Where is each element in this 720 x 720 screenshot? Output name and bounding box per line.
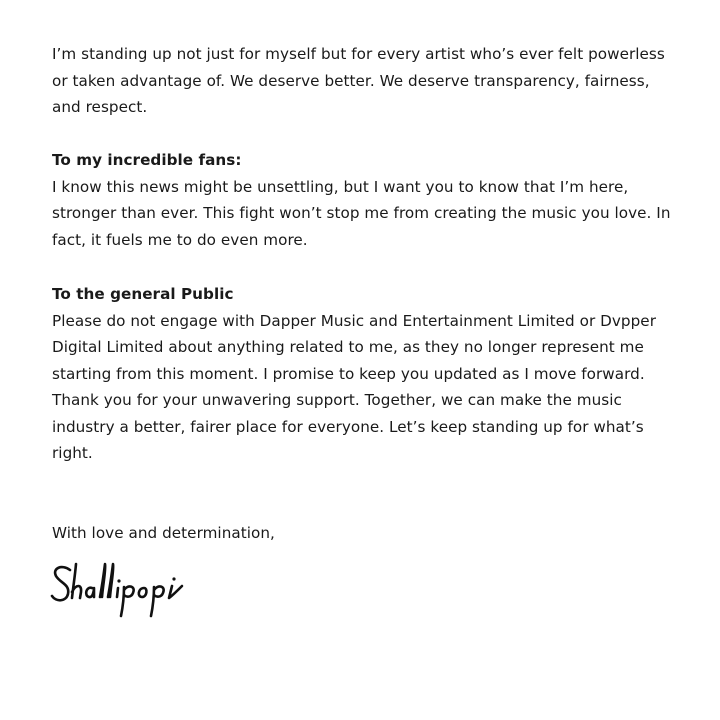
fans-line: I know this news might be unsettling, but I want you to know that I’m here,: [52, 177, 629, 196]
fans-heading: To my incredible fans:: [52, 151, 242, 169]
signature-stroke: [169, 586, 182, 598]
signature-image: [48, 556, 208, 620]
signature-stroke: [72, 564, 81, 598]
closing-line: [52, 520, 692, 547]
signature-stroke: [108, 564, 113, 597]
fans-section: [52, 147, 692, 253]
closing-text: With love and determination,: [52, 524, 275, 542]
signature-stroke: [52, 567, 70, 600]
public-section: [52, 281, 692, 467]
signature-stroke: [139, 588, 147, 597]
fans-line: stronger than ever. This fight won’t stop me from creating the music you love. In: [52, 204, 671, 222]
public-line: Please do not engage with Dapper Music and Entertainment Limited or Dvpper: [52, 311, 656, 330]
intro-line: and respect.: [52, 98, 148, 116]
signature-stroke: [121, 586, 134, 616]
signature-stroke: [86, 588, 94, 597]
signature-dot: [172, 577, 175, 580]
public-line: industry a better, fairer place for everyone. Let’s keep standing up for what’s: [52, 417, 644, 436]
public-line: starting from this moment. I promise to keep you updated as I move forward.: [52, 364, 645, 383]
intro-line: or taken advantage of. We deserve better. We deserve transparency, fairness,: [52, 71, 650, 90]
fans-line: fact, it fuels me to do even more.: [52, 230, 308, 249]
intro-paragraph: [52, 41, 692, 121]
signature-stroke: [100, 564, 105, 597]
public-line: Thank you for your unwavering support. Together, we can make the music: [52, 391, 622, 409]
public-line: Digital Limited about anything related to me, as they no longer represent me: [52, 338, 644, 356]
signature-stroke: [117, 588, 118, 597]
signature-dot: [117, 579, 120, 582]
public-line: right.: [52, 444, 93, 462]
signature-stroke: [151, 586, 164, 616]
public-heading: To the general Public: [52, 285, 234, 303]
intro-line: I’m standing up not just for myself but for every artist who’s ever felt powerless: [52, 45, 665, 63]
